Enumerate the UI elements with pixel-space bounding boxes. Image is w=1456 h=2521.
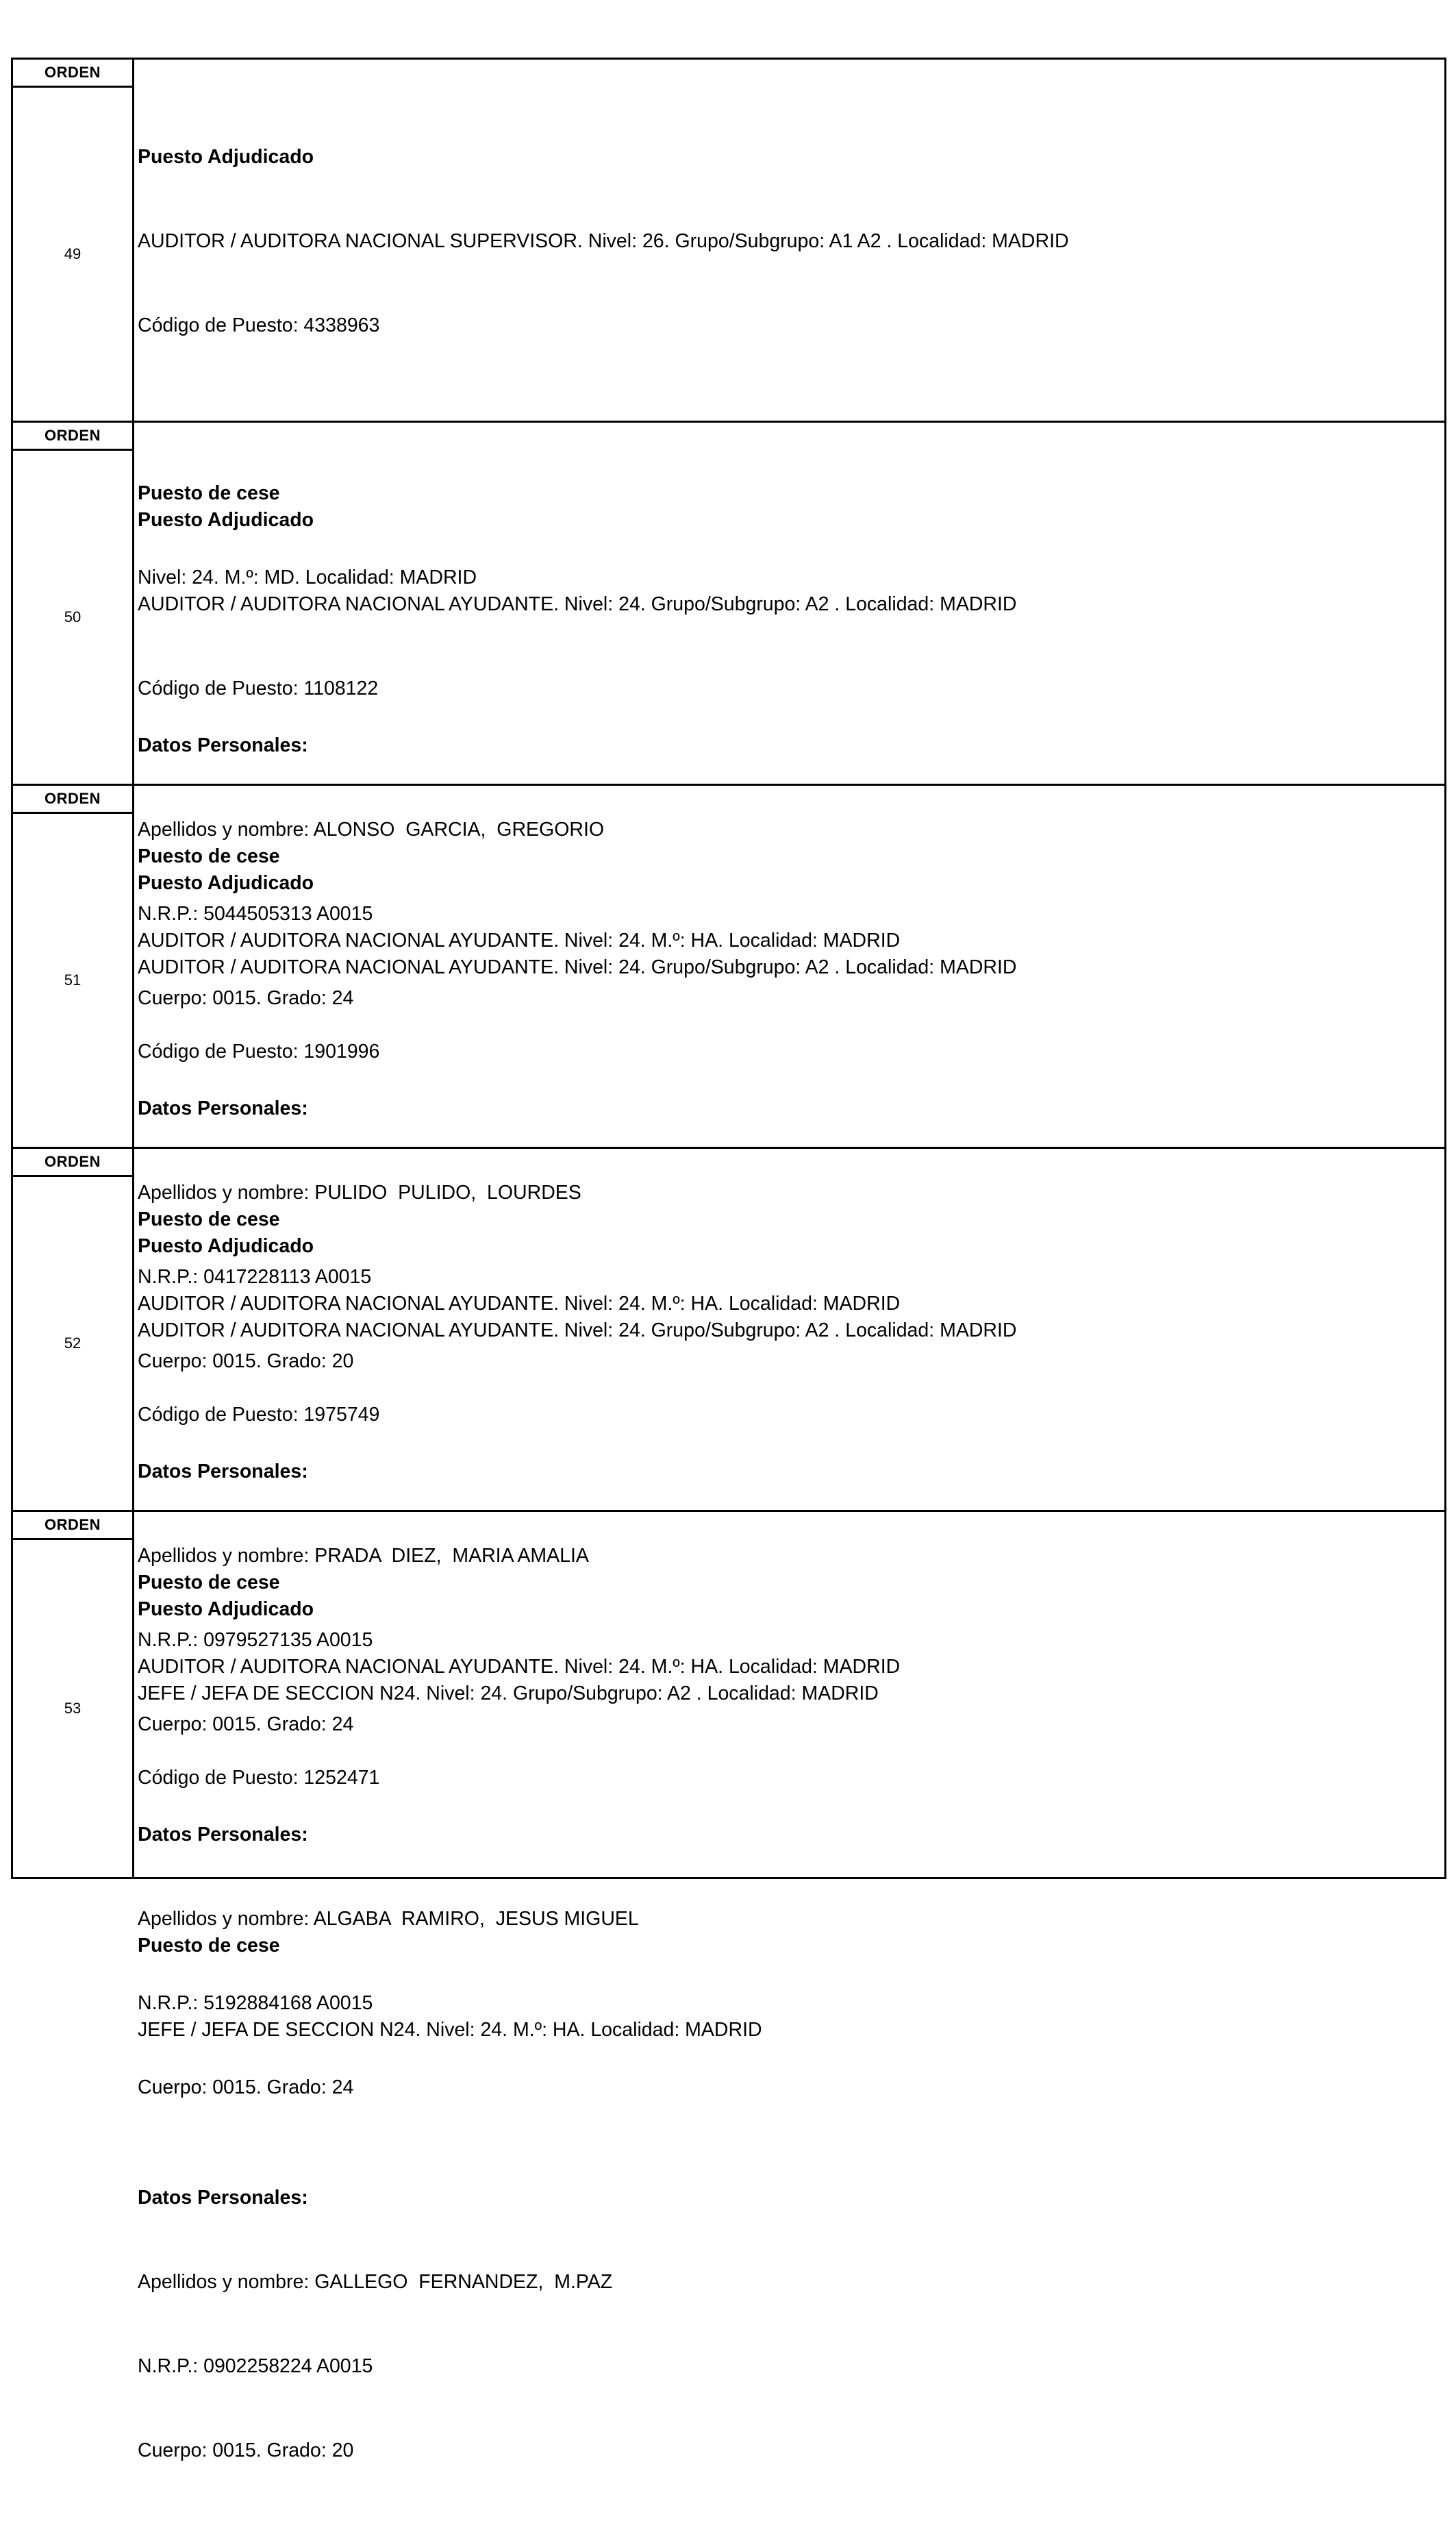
orden-header: ORDEN bbox=[13, 1512, 132, 1540]
codigo-puesto: Código de Puesto: 1108122 bbox=[138, 678, 379, 699]
puesto-adjudicado-heading: Puesto Adjudicado bbox=[138, 1235, 314, 1257]
datos-personales-heading: Datos Personales: bbox=[138, 734, 308, 756]
datos-personales-heading: Datos Personales: bbox=[138, 1824, 308, 1846]
puesto-cese-text: AUDITOR / AUDITORA NACIONAL AYUDANTE. Nivel: 24. M.º: HA. Localidad: MADRID bbox=[138, 1656, 901, 1678]
orden-number: 49 bbox=[64, 245, 81, 262]
puesto-adjudicado-text: AUDITOR / AUDITORA NACIONAL AYUDANTE. Nivel: 24. Grupo/Subgrupo: A2 . Localidad: MADRID bbox=[138, 593, 1017, 615]
puesto-cese-heading: Puesto de cese bbox=[138, 482, 280, 504]
puesto-cese-text: AUDITOR / AUDITORA NACIONAL AYUDANTE. Nivel: 24. M.º: HA. Localidad: MADRID bbox=[138, 930, 901, 952]
orden-column bbox=[13, 60, 134, 421]
nrp: N.R.P.: 5192884168 A0015 bbox=[138, 1992, 373, 2014]
puesto-cese-text: JEFE / JEFA DE SECCION N24. Nivel: 24. M.º: HA. Localidad: MADRID bbox=[138, 2019, 762, 2041]
orden-header: ORDEN bbox=[13, 786, 132, 814]
orden-column bbox=[13, 786, 134, 1147]
orden-column bbox=[13, 1512, 134, 1877]
puesto-cese-heading: Puesto de cese bbox=[138, 1572, 280, 1593]
cuerpo-grado: Cuerpo: 0015. Grado: 20 bbox=[138, 2439, 354, 2461]
datos-personales-heading: Datos Personales: bbox=[138, 2187, 308, 2209]
puesto-adjudicado-heading: Puesto Adjudicado bbox=[138, 872, 314, 894]
spacer bbox=[138, 759, 1444, 786]
puesto-adjudicado-text: AUDITOR / AUDITORA NACIONAL AYUDANTE. Nivel: 24. Grupo/Subgrupo: A2 . Localidad: MADRID bbox=[138, 956, 1017, 978]
orden-number: 52 bbox=[64, 1334, 81, 1352]
puesto-cese-text: AUDITOR / AUDITORA NACIONAL AYUDANTE. Nivel: 24. M.º: HA. Localidad: MADRID bbox=[138, 1293, 901, 1315]
spacer bbox=[138, 1848, 1444, 1876]
cuerpo-grado: Cuerpo: 0015. Grado: 20 bbox=[138, 1350, 354, 1372]
nrp: N.R.P.: 0979527135 A0015 bbox=[138, 1629, 373, 1651]
nrp: N.R.P.: 0902258224 A0015 bbox=[138, 2355, 373, 2377]
puesto-cese-heading: Puesto de cese bbox=[138, 1935, 280, 1957]
codigo-puesto: Código de Puesto: 1901996 bbox=[138, 1041, 380, 1063]
apellidos-nombre: Apellidos y nombre: PRADA DIEZ, MARIA AMALIA bbox=[138, 1545, 589, 1567]
puesto-cese-heading: Puesto de cese bbox=[138, 845, 280, 867]
puesto-adjudicado-text: AUDITOR / AUDITORA NACIONAL SUPERVISOR. Nivel: 26. Grupo/Subgrupo: A1 A2 . Localidad: MADRID bbox=[138, 230, 1069, 252]
orden-header: ORDEN bbox=[13, 60, 132, 88]
spacer bbox=[138, 396, 1444, 423]
apellidos-nombre: Apellidos y nombre: ALGABA RAMIRO, JESUS MIGUEL bbox=[138, 1908, 639, 1930]
codigo-puesto: Código de Puesto: 4338963 bbox=[138, 314, 380, 336]
nrp: N.R.P.: 5044505313 A0015 bbox=[138, 903, 373, 925]
nrp: N.R.P.: 0417228113 A0015 bbox=[138, 1266, 372, 1288]
codigo-puesto: Código de Puesto: 1975749 bbox=[138, 1404, 380, 1426]
puesto-adjudicado-heading: Puesto Adjudicado bbox=[138, 509, 314, 531]
datos-personales-heading: Datos Personales: bbox=[138, 1097, 308, 1119]
orden-number: 50 bbox=[64, 608, 81, 625]
apellidos-nombre: Apellidos y nombre: GALLEGO FERNANDEZ, M.PAZ bbox=[138, 2271, 613, 2293]
cuerpo-grado: Cuerpo: 0015. Grado: 24 bbox=[138, 2076, 354, 2098]
orden-header: ORDEN bbox=[13, 423, 132, 451]
cuerpo-grado: Cuerpo: 0015. Grado: 24 bbox=[138, 1713, 354, 1735]
puesto-adjudicado-text: AUDITOR / AUDITORA NACIONAL AYUDANTE. Nivel: 24. Grupo/Subgrupo: A2 . Localidad: MADRID bbox=[138, 1319, 1017, 1341]
puesto-cese-heading: Puesto de cese bbox=[138, 1208, 280, 1230]
orden-number: 53 bbox=[64, 1700, 81, 1717]
puesto-adjudicado-heading: Puesto Adjudicado bbox=[138, 1598, 314, 1620]
orden-header: ORDEN bbox=[13, 1149, 132, 1177]
puesto-adjudicado-heading: Puesto Adjudicado bbox=[138, 146, 314, 168]
orden-column bbox=[13, 1149, 134, 1510]
datos-personales-heading: Datos Personales: bbox=[138, 1461, 308, 1482]
puesto-cese-text: Nivel: 24. M.º: MD. Localidad: MADRID bbox=[138, 567, 477, 588]
cuerpo-grado: Cuerpo: 0015. Grado: 24 bbox=[138, 987, 354, 1009]
puesto-adjudicado-text: JEFE / JEFA DE SECCION N24. Nivel: 24. Grupo/Subgrupo: A2 . Localidad: MADRID bbox=[138, 1682, 879, 1704]
orden-column bbox=[13, 423, 134, 784]
records-table bbox=[11, 58, 1446, 2461]
spacer bbox=[138, 1122, 1444, 1150]
apellidos-nombre: Apellidos y nombre: ALONSO GARCIA, GREGORIO bbox=[138, 819, 605, 841]
orden-number: 51 bbox=[64, 971, 81, 989]
codigo-puesto: Código de Puesto: 1252471 bbox=[138, 1767, 380, 1789]
apellidos-nombre: Apellidos y nombre: PULIDO PULIDO, LOURDES bbox=[138, 1182, 581, 1204]
spacer bbox=[138, 1485, 1444, 1513]
spacer bbox=[138, 2100, 1444, 2128]
